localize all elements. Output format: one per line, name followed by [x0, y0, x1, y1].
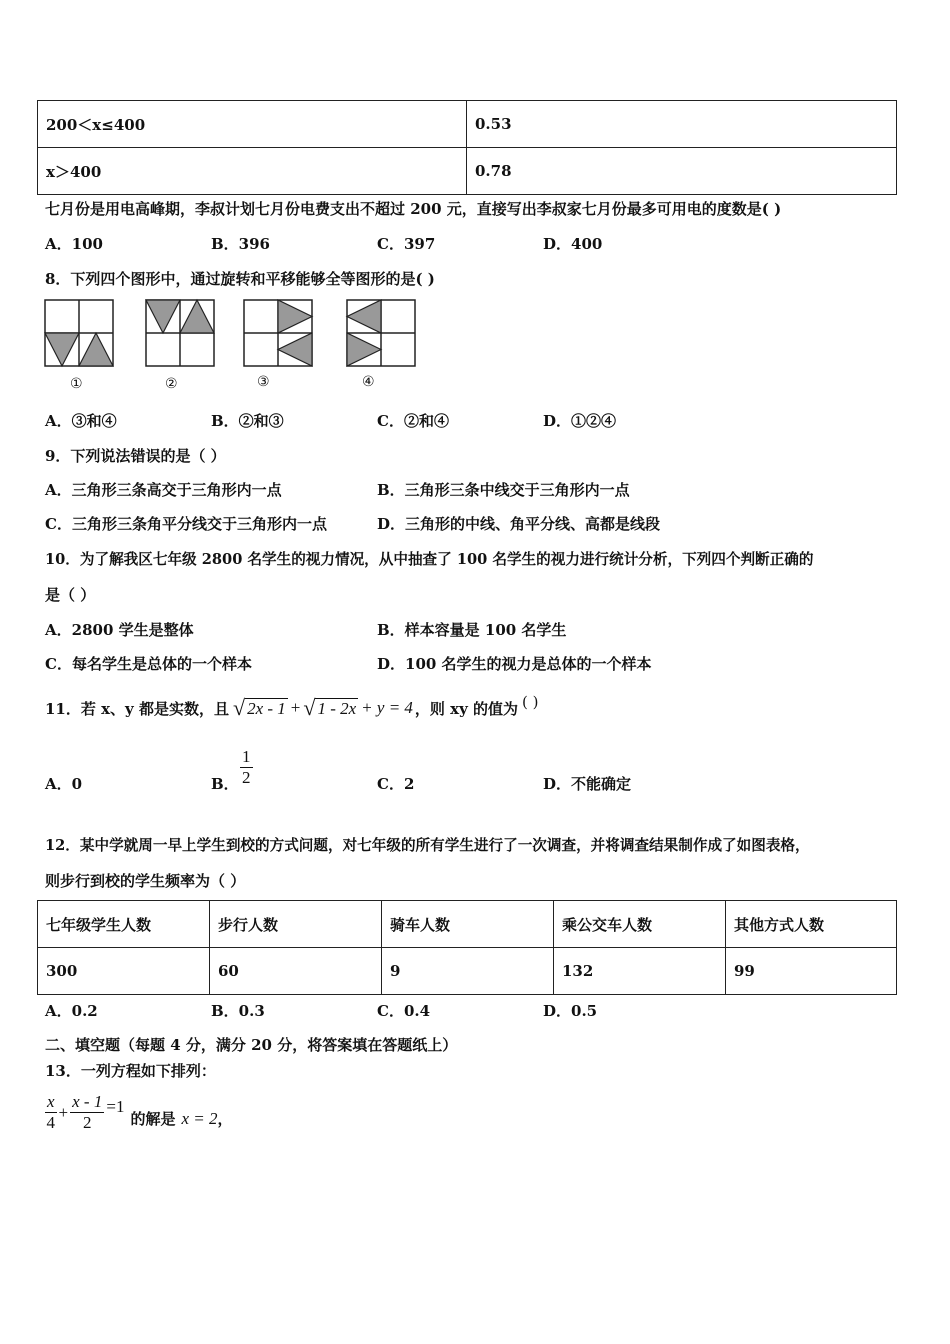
figure-3-label: ③	[257, 374, 270, 390]
q12-option-d[interactable]: D．0.5	[543, 1002, 598, 1020]
q8-option-c[interactable]: C．②和④	[377, 412, 449, 430]
table-cell: 9	[382, 948, 554, 995]
q12-table	[37, 900, 897, 995]
q9-stem: 9．下列说法错误的是（ ）	[45, 447, 226, 465]
q8-option-b[interactable]: B．②和③	[211, 412, 284, 430]
q11-option-a[interactable]: A．0	[45, 775, 83, 793]
q13-equation	[45, 1092, 233, 1133]
fraction-numerator: x - 1	[72, 1092, 103, 1111]
fraction-2	[70, 1092, 104, 1133]
table-cell: x＞400	[38, 148, 467, 195]
q10-option-c[interactable]: C．每名学生是总体的一个样本	[45, 655, 252, 673]
q13-tail: 的解是	[130, 1110, 176, 1128]
q9-option-d[interactable]: D．三角形的中线、角平分线、高都是线段	[377, 515, 661, 533]
price-table	[37, 100, 897, 195]
figure-4-label: ④	[362, 374, 375, 390]
q7-option-c[interactable]: C．397	[377, 235, 436, 253]
table-cell: 132	[554, 948, 726, 995]
q13-stem: 13．一列方程如下排列：	[45, 1062, 216, 1080]
radicand-2: 1 - 2x	[317, 698, 357, 718]
fraction-numerator: x	[47, 1092, 55, 1111]
table-cell: 300	[38, 948, 210, 995]
q13-comma: ，	[217, 1110, 233, 1128]
table-header: 步行人数	[210, 901, 382, 948]
equation-tail: + y = 4	[361, 698, 413, 717]
q11-prefix: 11．若 x、y 都是实数，且	[45, 699, 229, 718]
q8-figures	[40, 296, 430, 372]
q7-option-b[interactable]: B．396	[211, 235, 270, 253]
q11-stem	[45, 688, 539, 728]
table-cell: 200＜x≤400	[38, 101, 467, 148]
q11-option-d[interactable]: D．不能确定	[543, 775, 632, 793]
q10-option-a[interactable]: A．2800 学生是整体	[45, 621, 194, 639]
figure-2	[146, 300, 214, 366]
radicand-1: 2x - 1	[247, 698, 286, 718]
q10-option-d[interactable]: D．100 名学生的视力是总体的一个样本	[377, 655, 652, 673]
figure-3	[244, 300, 312, 366]
q12-stem-line2: 则步行到校的学生频率为（ ）	[45, 872, 246, 890]
q9-option-a[interactable]: A．三角形三条高交于三角形内一点	[45, 481, 282, 499]
sqrt-icon: √	[303, 695, 316, 720]
q8-option-a[interactable]: A．③和④	[45, 412, 117, 430]
figure-2-label: ②	[165, 376, 178, 392]
q8-stem: 8．下列四个图形中，通过旋转和平移能够全等图形的是( )	[45, 270, 435, 288]
q13-solution: x = 2	[181, 1108, 218, 1128]
q11-equation: √ 2x - 1 + √ 1 - 2x + y = 4	[232, 695, 413, 720]
fraction-1	[45, 1092, 57, 1133]
q9-option-c[interactable]: C．三角形三条角平分线交于三角形内一点	[45, 515, 327, 533]
table-cell: 60	[210, 948, 382, 995]
q11-paren: ( )	[522, 693, 539, 711]
q7-option-d[interactable]: D．400	[543, 235, 603, 253]
q10-option-b[interactable]: B．样本容量是 100 名学生	[377, 621, 567, 639]
q11-option-b-fraction	[240, 747, 253, 788]
plus-sign: +	[58, 1102, 69, 1122]
fraction-denominator: 2	[242, 768, 251, 787]
equals-one: =1	[106, 1096, 125, 1116]
table-header: 七年级学生人数	[38, 901, 210, 948]
table-cell: 0.78	[467, 148, 897, 195]
figure-1	[45, 300, 113, 366]
q11-option-b[interactable]: B．	[211, 775, 239, 793]
q8-option-d[interactable]: D．①②④	[543, 412, 617, 430]
q7-option-a[interactable]: A．100	[45, 235, 103, 253]
table-cell: 99	[726, 948, 897, 995]
q11-suffix: ，则 xy 的值为	[414, 699, 519, 718]
q12-option-a[interactable]: A．0.2	[45, 1002, 98, 1020]
q7-stem: 七月份是用电高峰期，李叔计划七月份电费支出不超过 200 元，直接写出李叔家七月份最多可用电的度数是( )	[45, 200, 782, 218]
fraction-denominator: 2	[83, 1113, 92, 1132]
figure-1-label: ①	[70, 376, 83, 392]
q9-option-b[interactable]: B．三角形三条中线交于三角形内一点	[377, 481, 630, 499]
q10-stem-line2: 是（ ）	[45, 586, 96, 604]
q11-option-c[interactable]: C．2	[377, 775, 415, 793]
table-header: 其他方式人数	[726, 901, 897, 948]
section-title: 二、填空题（每题 4 分，满分 20 分，将答案填在答题纸上）	[45, 1036, 458, 1054]
sqrt-icon: √	[232, 695, 246, 720]
q12-option-b[interactable]: B．0.3	[211, 1002, 265, 1020]
q12-option-c[interactable]: C．0.4	[377, 1002, 431, 1020]
q10-stem-line1: 10．为了解我区七年级 2800 名学生的视力情况，从中抽查了 100 名学生的视力进行统计分析，下列四个判断正确的	[45, 551, 814, 568]
table-cell: 0.53	[467, 101, 897, 148]
fraction-denominator: 4	[46, 1113, 56, 1132]
table-header: 乘公交车人数	[554, 901, 726, 948]
q12-stem-line1: 12．某中学就周一早上学生到校的方式问题，对七年级的所有学生进行了一次调查，并将调查结果制作成了如图表格，	[45, 837, 810, 854]
fraction-numerator: 1	[242, 747, 251, 766]
figure-4	[347, 300, 415, 366]
table-header: 骑车人数	[382, 901, 554, 948]
